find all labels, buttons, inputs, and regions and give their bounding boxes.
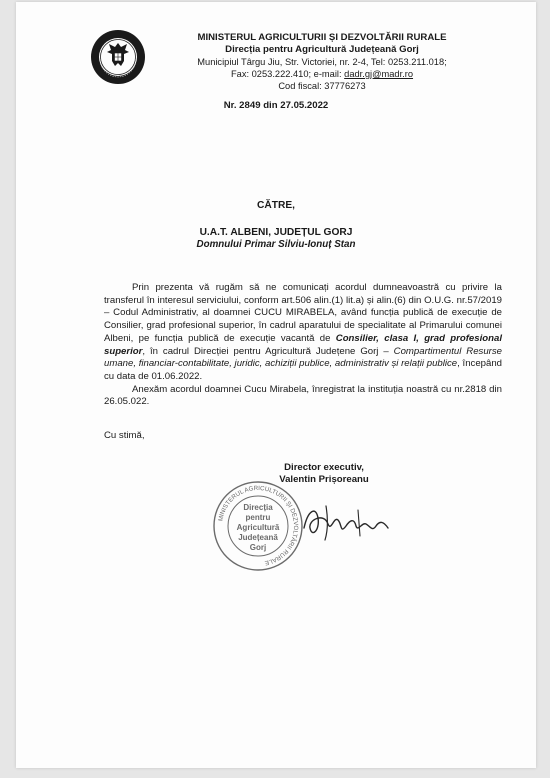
registration-number: Nr. 2849 din 27.05.2022: [223, 100, 329, 111]
addressee-institution: U.A.T. ALBENI, JUDEȚUL GORJ: [199, 227, 353, 238]
request-text: Prin prezenta vă rugăm să ne comunicați acordul dumneavoastră cu privire la transferul în interesul serviciului, conform art.506 alin.(1) lit.a) și alin.(6) din O.U.G. nr.57/2019 – Codul Administrativ, al doamnei CUCU MIRABELA, având funcția publică de execuție de Consilier, grad profesional superior, în cadrul aparatului de specialitate al Primarului comunei Albeni, pe funcția publică de execuție vacantă de: [104, 282, 502, 344]
addressee-person: Domnului Primar Silviu-Ionuț Stan: [196, 239, 356, 250]
stamp-line: Gorj: [249, 543, 267, 552]
position-title: Consilier, clasa I, grad profesional superior: [104, 332, 502, 357]
fiscal-code: Cod fiscal: 37776273: [278, 81, 366, 91]
ministry-name: MINISTERUL AGRICULTURII ȘI DEZVOLTĂRII RURALE: [197, 32, 447, 43]
signatory-name: Valentin Prișoreanu: [279, 474, 369, 485]
stamp-line: Direcția: [243, 503, 273, 512]
paragraph-request: [104, 282, 502, 384]
document-page: [16, 2, 536, 768]
email-link[interactable]: dadr.gj@madr.ro: [344, 69, 414, 79]
stamp-line: Agricultură: [236, 523, 280, 532]
department-name: Compartimentul Resurse umane, financiar-contabilitate, juridic, achiziții publice, administrativ și relații publice: [104, 345, 503, 370]
start-date-text: , începând cu data de 01.06.2022.: [104, 358, 503, 382]
directorate-name: Direcția pentru Agricultură Județeană Gorj: [225, 44, 419, 55]
signatory-title: Director executiv,: [284, 462, 364, 473]
stamp-line: Județeană: [238, 533, 278, 542]
stamp-line: pentru: [245, 513, 271, 522]
fax-label: Fax: 0253.222.410; e-mail:: [230, 69, 345, 79]
letterhead: [172, 32, 472, 92]
paragraph-annex: Anexăm acordul doamnei Cucu Mirabela, înregistrat la instituția noastră cu nr.2818 din 26.05.022.: [104, 383, 502, 408]
addressee-to: CĂTRE,: [257, 200, 295, 211]
closing-salutation: Cu stimă,: [104, 430, 145, 441]
address-line: Municipiul Târgu Jiu, Str. Victoriei, nr. 2-4, Tel: 0253.211.018;: [197, 57, 447, 67]
request-text-2: , în cadrul Direcției pentru Agricultură Județene Gorj –: [142, 345, 394, 357]
letter-body: [104, 282, 502, 409]
handwritten-signature: [298, 498, 398, 542]
government-crest-logo: [90, 29, 146, 85]
stamp-ring-text: MINISTERUL AGRICULTURII ȘI DEZVOLTĂRII RURALE: [217, 484, 300, 567]
official-stamp: [212, 480, 304, 572]
fax-email-line: [172, 68, 472, 80]
